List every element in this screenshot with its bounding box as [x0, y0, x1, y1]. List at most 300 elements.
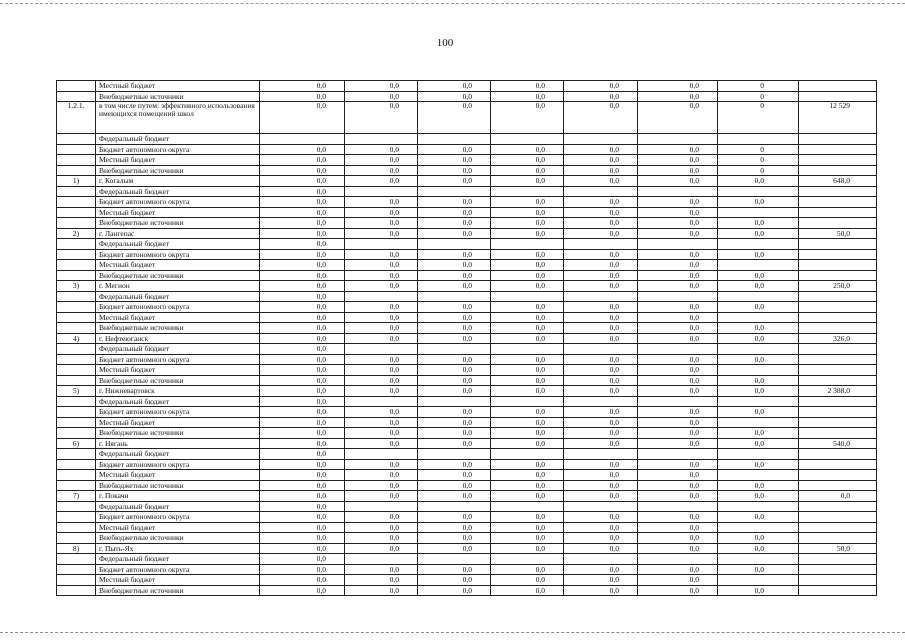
table-row — [57, 102, 877, 134]
value-cell: 0,0 — [345, 81, 418, 92]
value-cell — [718, 291, 799, 302]
row-index — [57, 165, 96, 176]
value-cell — [491, 134, 564, 145]
value-cell — [418, 291, 491, 302]
value-cell: 0,0 — [638, 312, 718, 323]
row-index — [57, 512, 96, 523]
value-cell — [491, 501, 564, 512]
value-cell: 0,0 — [418, 575, 491, 586]
row-index — [57, 470, 96, 481]
value-cell — [638, 554, 718, 565]
value-cell: 0,0 — [564, 165, 638, 176]
value-cell — [491, 449, 564, 460]
scan-edge-bottom — [0, 632, 905, 633]
value-cell — [718, 575, 799, 586]
table-row — [57, 533, 877, 544]
value-cell: 0,0 — [345, 165, 418, 176]
value-cell: 0,0 — [718, 176, 799, 187]
row-label: Внебюджетные источники — [96, 270, 260, 281]
value-cell: 0,0 — [564, 575, 638, 586]
value-cell: 12 529 — [799, 102, 877, 134]
value-cell: 0,0 — [718, 491, 799, 502]
table-row — [57, 564, 877, 575]
value-cell: 0,0 — [564, 281, 638, 292]
row-label: Бюджет автономного округа — [96, 302, 260, 313]
value-cell — [638, 344, 718, 355]
value-cell: 0,0 — [491, 480, 564, 491]
value-cell — [718, 134, 799, 145]
value-cell: 0,0 — [638, 302, 718, 313]
value-cell — [718, 312, 799, 323]
value-cell: 0,0 — [345, 249, 418, 260]
value-cell: 0,0 — [260, 260, 345, 271]
row-index — [57, 354, 96, 365]
row-index — [57, 407, 96, 418]
value-cell: 0,0 — [718, 533, 799, 544]
value-cell: 0,0 — [260, 512, 345, 523]
value-cell — [799, 291, 877, 302]
row-index: 2) — [57, 228, 96, 239]
value-cell: 0,0 — [345, 228, 418, 239]
value-cell — [638, 134, 718, 145]
value-cell: 0,0 — [491, 333, 564, 344]
table-row — [57, 554, 877, 565]
table-row — [57, 134, 877, 145]
value-cell: 0,0 — [718, 386, 799, 397]
value-cell: 0,0 — [564, 407, 638, 418]
row-index: 6) — [57, 438, 96, 449]
value-cell: 0,0 — [718, 218, 799, 229]
row-label: Федеральный бюджет — [96, 134, 260, 145]
value-cell — [799, 323, 877, 334]
value-cell — [799, 302, 877, 313]
value-cell: 0,0 — [418, 207, 491, 218]
value-cell: 0,0 — [564, 249, 638, 260]
value-cell: 0,0 — [564, 564, 638, 575]
value-cell: 0,0 — [638, 512, 718, 523]
row-label: Местный бюджет — [96, 260, 260, 271]
value-cell: 50,0 — [799, 543, 877, 554]
value-cell: 50,0 — [799, 228, 877, 239]
row-index: 8) — [57, 543, 96, 554]
row-index — [57, 302, 96, 313]
value-cell: 0,0 — [718, 375, 799, 386]
value-cell — [799, 459, 877, 470]
value-cell: 0,0 — [418, 543, 491, 554]
row-label: Местный бюджет — [96, 470, 260, 481]
row-label: Внебюджетные источники — [96, 428, 260, 439]
row-index — [57, 323, 96, 334]
value-cell: 0,0 — [564, 302, 638, 313]
value-cell — [345, 291, 418, 302]
value-cell: 0,0 — [345, 533, 418, 544]
value-cell: 0,0 — [260, 417, 345, 428]
value-cell: 0,0 — [345, 407, 418, 418]
row-label: Федеральный бюджет — [96, 239, 260, 250]
table-row — [57, 91, 877, 102]
scan-edge-top — [0, 3, 905, 4]
value-cell: 0,0 — [564, 386, 638, 397]
value-cell: 0,0 — [260, 501, 345, 512]
value-cell — [564, 186, 638, 197]
value-cell: 0,0 — [564, 354, 638, 365]
table-row — [57, 81, 877, 92]
value-cell: 0,0 — [564, 91, 638, 102]
value-cell: 0,0 — [260, 585, 345, 596]
value-cell: 0,0 — [418, 197, 491, 208]
value-cell: 0,0 — [638, 585, 718, 596]
value-cell: 0,0 — [718, 302, 799, 313]
value-cell: 0,0 — [345, 512, 418, 523]
value-cell — [799, 134, 877, 145]
value-cell: 0,0 — [491, 417, 564, 428]
row-label: г. Нижневартовск — [96, 386, 260, 397]
value-cell — [418, 501, 491, 512]
value-cell — [418, 554, 491, 565]
value-cell: 0,0 — [260, 564, 345, 575]
value-cell: 0,0 — [260, 407, 345, 418]
value-cell — [345, 449, 418, 460]
value-cell: 0,0 — [345, 354, 418, 365]
value-cell: 0,0 — [564, 585, 638, 596]
value-cell: 0,0 — [418, 81, 491, 92]
value-cell: 0,0 — [491, 165, 564, 176]
value-cell: 0,0 — [418, 522, 491, 533]
value-cell: 0,0 — [260, 386, 345, 397]
value-cell: 0,0 — [564, 428, 638, 439]
value-cell: 0,0 — [564, 270, 638, 281]
value-cell: 0,0 — [491, 407, 564, 418]
value-cell: 0,0 — [345, 91, 418, 102]
value-cell: 0,0 — [260, 281, 345, 292]
row-index — [57, 522, 96, 533]
value-cell: 0,0 — [491, 575, 564, 586]
value-cell — [345, 344, 418, 355]
row-index — [57, 239, 96, 250]
value-cell: 0,0 — [418, 417, 491, 428]
table-row — [57, 512, 877, 523]
value-cell — [799, 218, 877, 229]
value-cell: 0,0 — [418, 144, 491, 155]
value-cell: 0,0 — [718, 480, 799, 491]
row-label: г. Нефтеюганск — [96, 333, 260, 344]
value-cell: 0,0 — [418, 459, 491, 470]
value-cell: 0,0 — [638, 260, 718, 271]
value-cell — [799, 522, 877, 533]
value-cell — [718, 396, 799, 407]
table-row — [57, 365, 877, 376]
value-cell: 0,0 — [491, 176, 564, 187]
value-cell — [799, 270, 877, 281]
value-cell: 0,0 — [491, 323, 564, 334]
value-cell: 0,0 — [418, 102, 491, 134]
row-label: Федеральный бюджет — [96, 396, 260, 407]
value-cell: 0,0 — [260, 554, 345, 565]
value-cell: 0,0 — [638, 491, 718, 502]
value-cell: 0,0 — [260, 81, 345, 92]
value-cell: 0,0 — [491, 155, 564, 166]
value-cell — [718, 449, 799, 460]
row-label: Местный бюджет — [96, 365, 260, 376]
table-row — [57, 333, 877, 344]
row-label: Бюджет автономного округа — [96, 249, 260, 260]
row-index — [57, 134, 96, 145]
budget-table-body — [57, 81, 877, 596]
value-cell — [345, 501, 418, 512]
value-cell: 0,0 — [718, 228, 799, 239]
table-row — [57, 312, 877, 323]
value-cell: 0,0 — [260, 302, 345, 313]
value-cell: 0,0 — [260, 155, 345, 166]
row-index: 5) — [57, 386, 96, 397]
value-cell: 0 — [718, 165, 799, 176]
value-cell: 0,0 — [564, 512, 638, 523]
value-cell — [345, 554, 418, 565]
value-cell: 0,0 — [260, 239, 345, 250]
row-label: Внебюджетные источники — [96, 218, 260, 229]
value-cell — [799, 554, 877, 565]
value-cell: 0,0 — [418, 155, 491, 166]
value-cell — [718, 501, 799, 512]
value-cell — [418, 134, 491, 145]
value-cell — [491, 291, 564, 302]
value-cell: 0 — [718, 102, 799, 134]
table-row — [57, 417, 877, 428]
value-cell — [564, 501, 638, 512]
value-cell: 0,0 — [260, 522, 345, 533]
value-cell: 0,0 — [491, 144, 564, 155]
row-label: Местный бюджет — [96, 207, 260, 218]
value-cell — [799, 81, 877, 92]
value-cell: 0,0 — [491, 512, 564, 523]
value-cell: 0,0 — [418, 165, 491, 176]
row-index — [57, 91, 96, 102]
value-cell — [418, 396, 491, 407]
value-cell: 0,0 — [260, 333, 345, 344]
value-cell — [638, 449, 718, 460]
value-cell: 0,0 — [260, 207, 345, 218]
value-cell: 0,0 — [564, 197, 638, 208]
value-cell: 0,0 — [345, 312, 418, 323]
row-index — [57, 375, 96, 386]
value-cell: 540,0 — [799, 438, 877, 449]
value-cell: 0,0 — [638, 323, 718, 334]
value-cell: 0,0 — [638, 354, 718, 365]
value-cell: 0,0 — [260, 186, 345, 197]
value-cell — [491, 554, 564, 565]
value-cell: 0,0 — [718, 512, 799, 523]
value-cell: 0,0 — [260, 480, 345, 491]
value-cell — [799, 585, 877, 596]
value-cell: 0,0 — [345, 102, 418, 134]
value-cell: 0,0 — [345, 333, 418, 344]
table-row — [57, 428, 877, 439]
value-cell — [799, 501, 877, 512]
value-cell: 0,0 — [564, 312, 638, 323]
value-cell: 0,0 — [418, 470, 491, 481]
value-cell: 0,0 — [564, 323, 638, 334]
row-label: Внебюджетные источники — [96, 480, 260, 491]
value-cell: 0,0 — [718, 428, 799, 439]
value-cell: 0,0 — [491, 459, 564, 470]
row-index — [57, 186, 96, 197]
value-cell: 0,0 — [345, 564, 418, 575]
value-cell — [799, 144, 877, 155]
value-cell: 0,0 — [564, 365, 638, 376]
value-cell: 0,0 — [491, 386, 564, 397]
table-row — [57, 207, 877, 218]
value-cell: 0,0 — [491, 270, 564, 281]
value-cell: 0,0 — [638, 333, 718, 344]
value-cell — [799, 197, 877, 208]
value-cell — [345, 134, 418, 145]
row-label: Бюджет автономного округа — [96, 564, 260, 575]
value-cell — [799, 533, 877, 544]
value-cell: 0,0 — [638, 197, 718, 208]
value-cell: 0,0 — [491, 281, 564, 292]
value-cell: 0,0 — [564, 543, 638, 554]
value-cell — [718, 554, 799, 565]
row-label: г. Нягань — [96, 438, 260, 449]
value-cell — [799, 428, 877, 439]
value-cell: 0,0 — [260, 91, 345, 102]
value-cell: 0,0 — [491, 197, 564, 208]
row-label: Внебюджетные источники — [96, 375, 260, 386]
value-cell — [799, 365, 877, 376]
value-cell: 0,0 — [718, 407, 799, 418]
value-cell: 0,0 — [564, 228, 638, 239]
row-index — [57, 585, 96, 596]
value-cell — [718, 186, 799, 197]
value-cell: 0,0 — [260, 575, 345, 586]
value-cell: 0,0 — [638, 218, 718, 229]
table-row — [57, 186, 877, 197]
value-cell — [418, 239, 491, 250]
value-cell: 0,0 — [345, 270, 418, 281]
value-cell: 2 388,0 — [799, 386, 877, 397]
value-cell: 0,0 — [345, 470, 418, 481]
row-index — [57, 575, 96, 586]
row-label: Внебюджетные источники — [96, 323, 260, 334]
value-cell — [564, 344, 638, 355]
table-row — [57, 197, 877, 208]
row-label: Федеральный бюджет — [96, 291, 260, 302]
value-cell — [418, 344, 491, 355]
row-index: 4) — [57, 333, 96, 344]
value-cell: 0,0 — [418, 218, 491, 229]
value-cell — [638, 396, 718, 407]
table-row — [57, 155, 877, 166]
value-cell: 0,0 — [418, 260, 491, 271]
value-cell: 0,0 — [418, 302, 491, 313]
row-index — [57, 396, 96, 407]
value-cell: 0,0 — [260, 365, 345, 376]
value-cell: 0,0 — [345, 543, 418, 554]
row-label: Бюджет автономного округа — [96, 512, 260, 523]
value-cell — [799, 354, 877, 365]
value-cell: 0,0 — [638, 533, 718, 544]
row-label: Бюджет автономного округа — [96, 354, 260, 365]
row-index — [57, 449, 96, 460]
value-cell: 0,0 — [345, 260, 418, 271]
table-row — [57, 501, 877, 512]
value-cell: 0,0 — [491, 564, 564, 575]
table-row — [57, 281, 877, 292]
value-cell: 0,0 — [491, 218, 564, 229]
value-cell: 0,0 — [418, 281, 491, 292]
table-row — [57, 522, 877, 533]
value-cell: 0,0 — [260, 249, 345, 260]
value-cell — [418, 186, 491, 197]
value-cell — [718, 365, 799, 376]
row-index — [57, 365, 96, 376]
value-cell — [799, 186, 877, 197]
value-cell: 0,0 — [418, 176, 491, 187]
value-cell — [564, 396, 638, 407]
value-cell: 0,0 — [418, 354, 491, 365]
value-cell: 0,0 — [345, 144, 418, 155]
row-label: Внебюджетные источники — [96, 165, 260, 176]
row-label: Бюджет автономного округа — [96, 197, 260, 208]
value-cell: 0,0 — [260, 312, 345, 323]
value-cell: 0,0 — [345, 176, 418, 187]
value-cell: 0,0 — [260, 449, 345, 460]
value-cell: 0,0 — [418, 375, 491, 386]
value-cell: 648,0 — [799, 176, 877, 187]
row-label: г. Когалым — [96, 176, 260, 187]
table-row — [57, 176, 877, 187]
value-cell: 0,0 — [260, 228, 345, 239]
row-index: 7) — [57, 491, 96, 502]
value-cell: 0,0 — [718, 323, 799, 334]
value-cell: 0,0 — [564, 207, 638, 218]
value-cell — [799, 344, 877, 355]
table-row — [57, 375, 877, 386]
table-row — [57, 585, 877, 596]
table-row — [57, 575, 877, 586]
value-cell: 0,0 — [718, 438, 799, 449]
value-cell: 0,0 — [718, 564, 799, 575]
table-row — [57, 344, 877, 355]
value-cell: 0,0 — [491, 522, 564, 533]
value-cell — [799, 155, 877, 166]
table-row — [57, 438, 877, 449]
value-cell — [799, 417, 877, 428]
value-cell: 0,0 — [638, 417, 718, 428]
value-cell: 0,0 — [260, 270, 345, 281]
value-cell: 0,0 — [638, 144, 718, 155]
value-cell — [638, 291, 718, 302]
value-cell: 0,0 — [345, 428, 418, 439]
value-cell: 0,0 — [345, 438, 418, 449]
value-cell: 0,0 — [718, 585, 799, 596]
value-cell: 0,0 — [345, 323, 418, 334]
value-cell — [799, 249, 877, 260]
value-cell: 0,0 — [491, 375, 564, 386]
value-cell: 0,0 — [345, 218, 418, 229]
value-cell: 0,0 — [260, 102, 345, 134]
value-cell — [491, 396, 564, 407]
value-cell: 0,0 — [718, 197, 799, 208]
table-row — [57, 396, 877, 407]
value-cell: 0,0 — [260, 396, 345, 407]
value-cell: 0,0 — [638, 428, 718, 439]
value-cell: 0,0 — [638, 480, 718, 491]
value-cell: 0,0 — [345, 207, 418, 218]
value-cell: 0,0 — [564, 459, 638, 470]
value-cell: 0,0 — [491, 260, 564, 271]
value-cell: 0,0 — [491, 91, 564, 102]
